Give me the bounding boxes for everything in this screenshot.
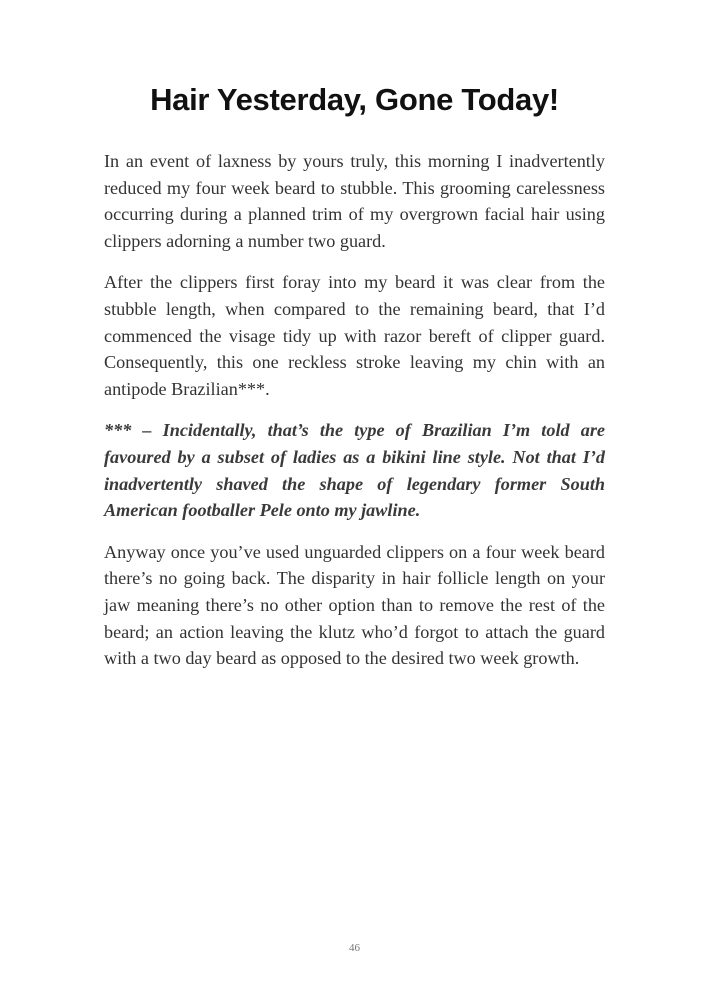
page-title: Hair Yesterday, Gone Today!	[150, 82, 559, 117]
paragraph-2: After the clippers first foray into my beard it was clear from the stubble length, when compared to the remaining beard, that I’d commenced the visage tidy up with razor bereft of clipper guard. Consequently, this one reckless stroke leaving my chin with an antipode Brazilian***.	[104, 272, 605, 399]
article-body	[104, 148, 605, 687]
page-number: 46	[349, 942, 360, 954]
paragraph-1: In an event of laxness by yours truly, this morning I inadvertently reduced my four week beard to stubble. This grooming carelessness occurring during a planned trim of my overgrown facial hair using clippers adorning a number two guard.	[104, 151, 605, 251]
paragraph-4: Anyway once you’ve used unguarded clippers on a four week beard there’s no going back. The disparity in hair follicle length on your jaw meaning there’s no other option than to remove the rest of the beard; an action leaving the klutz who’d forgot to attach the guard with a two day beard as opposed to the desired two week growth.	[104, 541, 605, 669]
footnote-paragraph: *** – Incidentally, that’s the type of Brazilian I’m told are favoured by a subset of ladies as a bikini line style. Not that I’d inadvertently shaved the shape of legendary former South American footballer Pele onto my jawline.	[104, 420, 605, 521]
